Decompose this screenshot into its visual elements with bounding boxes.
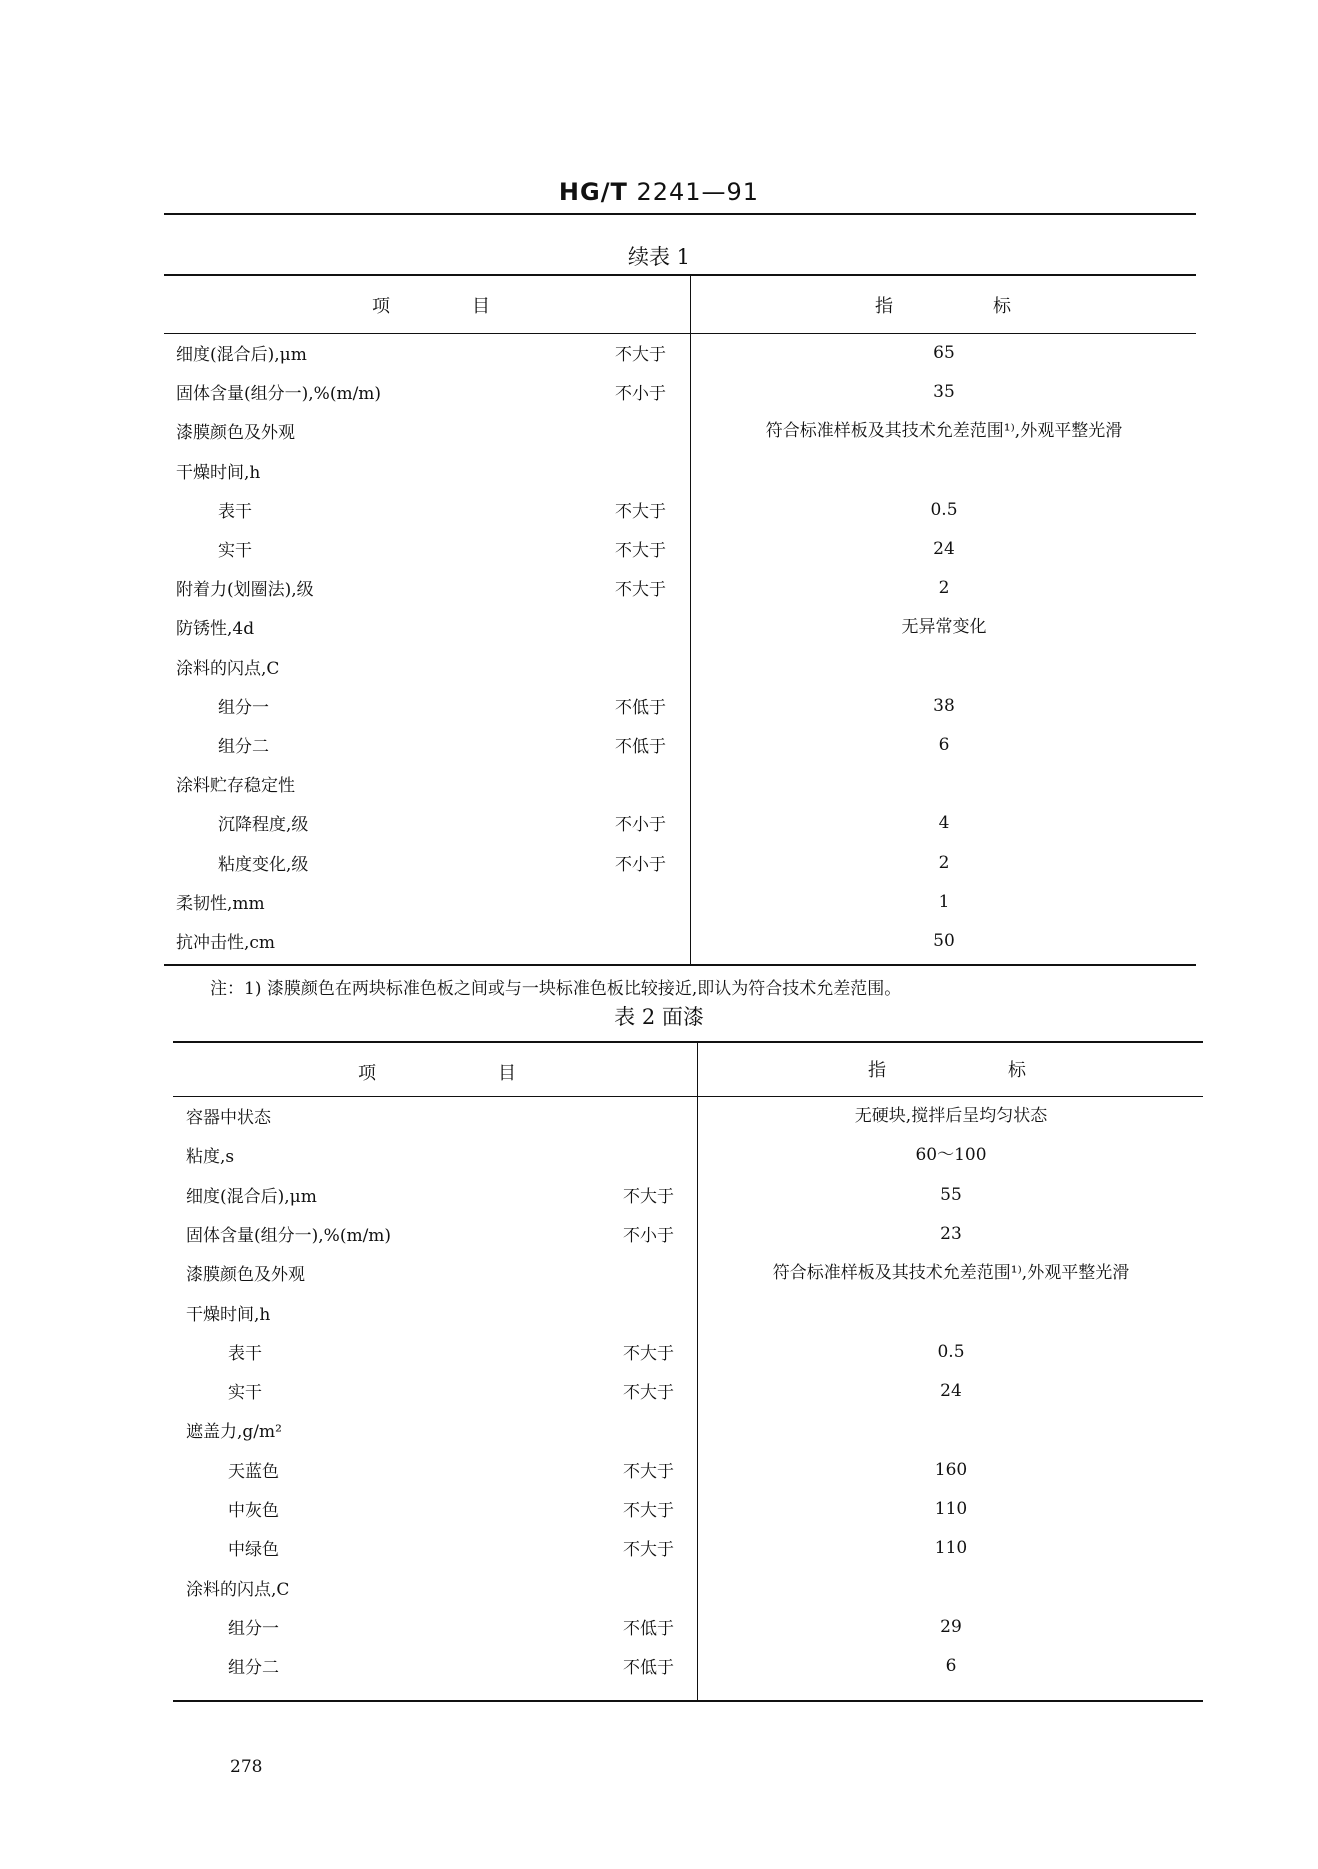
row-item-name: 粘度,s bbox=[186, 1147, 235, 1168]
row-limit-qualifier: 不小于 bbox=[615, 384, 666, 405]
table-row bbox=[0, 614, 1318, 644]
row-item-name: 固体含量(组分一),%(m/m) bbox=[176, 384, 382, 405]
table2-top-rule bbox=[173, 1041, 1203, 1043]
row-item-name: 粘度变化,级 bbox=[218, 854, 309, 875]
row-item-name: 柔韧性,mm bbox=[176, 893, 265, 914]
row-item-name: 容器中状态 bbox=[186, 1108, 271, 1128]
table-row bbox=[0, 1260, 1318, 1290]
row-index-value: 160 bbox=[934, 1459, 968, 1480]
row-index-value: 110 bbox=[934, 1499, 968, 1519]
table-row bbox=[0, 810, 1318, 840]
row-index-value: 23 bbox=[940, 1223, 962, 1244]
row-item-name: 表干 bbox=[218, 501, 252, 522]
row-index-value: 50 bbox=[933, 931, 955, 951]
table-row bbox=[0, 654, 1318, 684]
table2-caption: 表 2 面漆 bbox=[614, 1005, 704, 1029]
table1-head-index-left: 指 bbox=[875, 296, 893, 317]
row-index-value: 6 bbox=[938, 735, 950, 755]
table-row bbox=[0, 1535, 1318, 1565]
row-index-value: 0.5 bbox=[937, 1341, 965, 1362]
row-item-name: 天蓝色 bbox=[228, 1461, 279, 1482]
row-item-name: 抗冲击性,cm bbox=[176, 933, 276, 953]
table1-bottom-rule bbox=[164, 964, 1196, 966]
table-row bbox=[0, 771, 1318, 801]
row-item-name: 中绿色 bbox=[228, 1540, 279, 1561]
table-row bbox=[0, 418, 1318, 448]
row-index-value: 0.5 bbox=[930, 499, 958, 520]
table1-caption: 续表 1 bbox=[627, 245, 691, 269]
row-limit-qualifier: 不低于 bbox=[623, 1658, 674, 1679]
table-row bbox=[0, 1300, 1318, 1330]
table-row bbox=[0, 1142, 1318, 1172]
row-item-name: 细度(混合后),μm bbox=[186, 1186, 317, 1207]
row-index-value: 35 bbox=[933, 382, 955, 403]
row-index-value: 29 bbox=[940, 1616, 962, 1637]
row-item-name: 漆膜颜色及外观 bbox=[176, 423, 295, 444]
row-item-name: 组分二 bbox=[228, 1658, 279, 1679]
row-limit-qualifier: 不大于 bbox=[615, 541, 666, 561]
table-row bbox=[0, 1182, 1318, 1212]
table-row bbox=[0, 889, 1318, 919]
table-row bbox=[0, 928, 1318, 958]
table-row bbox=[0, 1378, 1318, 1408]
row-item-name: 涂料的闪点,C bbox=[186, 1579, 290, 1600]
table-row bbox=[0, 1457, 1318, 1487]
row-index-value: 24 bbox=[940, 1381, 962, 1402]
table-row bbox=[0, 1653, 1318, 1683]
standard-code-number: 2241—91 bbox=[627, 178, 760, 206]
table1-head-rule bbox=[164, 333, 1196, 334]
table-row bbox=[0, 1417, 1318, 1447]
row-item-name: 实干 bbox=[228, 1383, 262, 1404]
table-row bbox=[0, 1575, 1318, 1605]
row-limit-qualifier: 不大于 bbox=[623, 1186, 674, 1207]
table-row bbox=[0, 458, 1318, 488]
table2-head-index-right: 标 bbox=[1008, 1060, 1026, 1081]
row-item-name: 涂料贮存稳定性 bbox=[176, 776, 295, 797]
row-limit-qualifier: 不小于 bbox=[615, 815, 666, 836]
table2-head-item-right: 目 bbox=[498, 1063, 516, 1084]
standard-code-prefix: HG/T bbox=[558, 178, 628, 206]
table-row bbox=[0, 1496, 1318, 1526]
table2-head-index-left: 指 bbox=[868, 1060, 886, 1081]
table2-head-item-left: 项 bbox=[358, 1063, 376, 1084]
row-item-name: 实干 bbox=[218, 541, 252, 561]
row-index-value: 符合标准样板及其技术允差范围¹⁾,外观平整光滑 bbox=[765, 421, 1123, 442]
table-row bbox=[0, 575, 1318, 605]
table-row bbox=[0, 379, 1318, 409]
row-limit-qualifier: 不大于 bbox=[623, 1540, 674, 1561]
row-item-name: 涂料的闪点,C bbox=[176, 658, 280, 679]
row-item-name: 组分一 bbox=[218, 697, 269, 718]
row-index-value: 2 bbox=[938, 852, 950, 873]
table-row bbox=[0, 732, 1318, 762]
row-index-value: 无异常变化 bbox=[901, 617, 987, 638]
table1-head-index-right: 标 bbox=[993, 296, 1011, 317]
row-index-value: 65 bbox=[933, 343, 955, 363]
row-index-value: 4 bbox=[938, 813, 950, 834]
table2-bottom-rule bbox=[173, 1700, 1203, 1702]
row-limit-qualifier: 不低于 bbox=[623, 1618, 674, 1639]
table1-top-rule bbox=[164, 274, 1196, 276]
row-index-value: 1 bbox=[938, 891, 950, 912]
row-item-name: 组分二 bbox=[218, 737, 269, 757]
row-limit-qualifier: 不低于 bbox=[615, 697, 666, 718]
row-index-value: 55 bbox=[940, 1184, 962, 1205]
row-index-value: 110 bbox=[934, 1538, 968, 1559]
page-number: 278 bbox=[230, 1757, 263, 1777]
table-row bbox=[0, 850, 1318, 880]
row-index-value: 6 bbox=[945, 1656, 957, 1677]
row-item-name: 组分一 bbox=[228, 1618, 279, 1639]
row-limit-qualifier: 不大于 bbox=[615, 501, 666, 522]
row-index-value: 60～100 bbox=[915, 1145, 987, 1166]
row-index-value: 符合标准样板及其技术允差范围¹⁾,外观平整光滑 bbox=[772, 1263, 1130, 1284]
row-limit-qualifier: 不大于 bbox=[623, 1343, 674, 1364]
table2-head-rule bbox=[173, 1096, 1203, 1097]
row-limit-qualifier: 不大于 bbox=[623, 1501, 674, 1521]
row-item-name: 附着力(划圈法),级 bbox=[176, 580, 314, 601]
row-item-name: 固体含量(组分一),%(m/m) bbox=[186, 1225, 392, 1246]
table1-head-item-left: 项 bbox=[372, 296, 390, 317]
table-row bbox=[0, 340, 1318, 370]
table-row bbox=[0, 1221, 1318, 1251]
row-item-name: 中灰色 bbox=[228, 1501, 279, 1521]
row-limit-qualifier: 不大于 bbox=[623, 1461, 674, 1482]
standard-code-header bbox=[0, 178, 1318, 206]
row-limit-qualifier: 不小于 bbox=[615, 854, 666, 875]
table-row bbox=[0, 693, 1318, 723]
row-item-name: 表干 bbox=[228, 1343, 262, 1364]
table-row bbox=[0, 1339, 1318, 1369]
table-row bbox=[0, 497, 1318, 527]
row-limit-qualifier: 不低于 bbox=[615, 737, 666, 757]
row-item-name: 漆膜颜色及外观 bbox=[186, 1265, 305, 1286]
table1-footnote: 注：1) 漆膜颜色在两块标准色板之间或与一块标准色板比较接近,即认为符合技术允差范围。 bbox=[210, 979, 902, 999]
row-index-value: 无硬块,搅拌后呈均匀状态 bbox=[854, 1106, 1048, 1126]
table-row bbox=[0, 536, 1318, 566]
row-item-name: 干燥时间,h bbox=[176, 462, 261, 483]
row-index-value: 2 bbox=[938, 578, 950, 599]
row-limit-qualifier: 不大于 bbox=[623, 1383, 674, 1404]
row-item-name: 防锈性,4d bbox=[176, 619, 255, 640]
header-rule bbox=[164, 213, 1196, 215]
row-item-name: 遮盖力,g/m² bbox=[186, 1422, 282, 1443]
row-index-value: 24 bbox=[933, 539, 955, 559]
table-row bbox=[0, 1614, 1318, 1644]
row-limit-qualifier: 不大于 bbox=[615, 345, 666, 365]
row-index-value: 38 bbox=[933, 695, 955, 716]
row-item-name: 干燥时间,h bbox=[186, 1304, 271, 1325]
row-item-name: 细度(混合后),μm bbox=[176, 345, 307, 365]
row-item-name: 沉降程度,级 bbox=[218, 815, 309, 836]
row-limit-qualifier: 不大于 bbox=[615, 580, 666, 601]
row-limit-qualifier: 不小于 bbox=[623, 1225, 674, 1246]
table-row bbox=[0, 1103, 1318, 1133]
table1-head-item-right: 目 bbox=[472, 296, 490, 317]
